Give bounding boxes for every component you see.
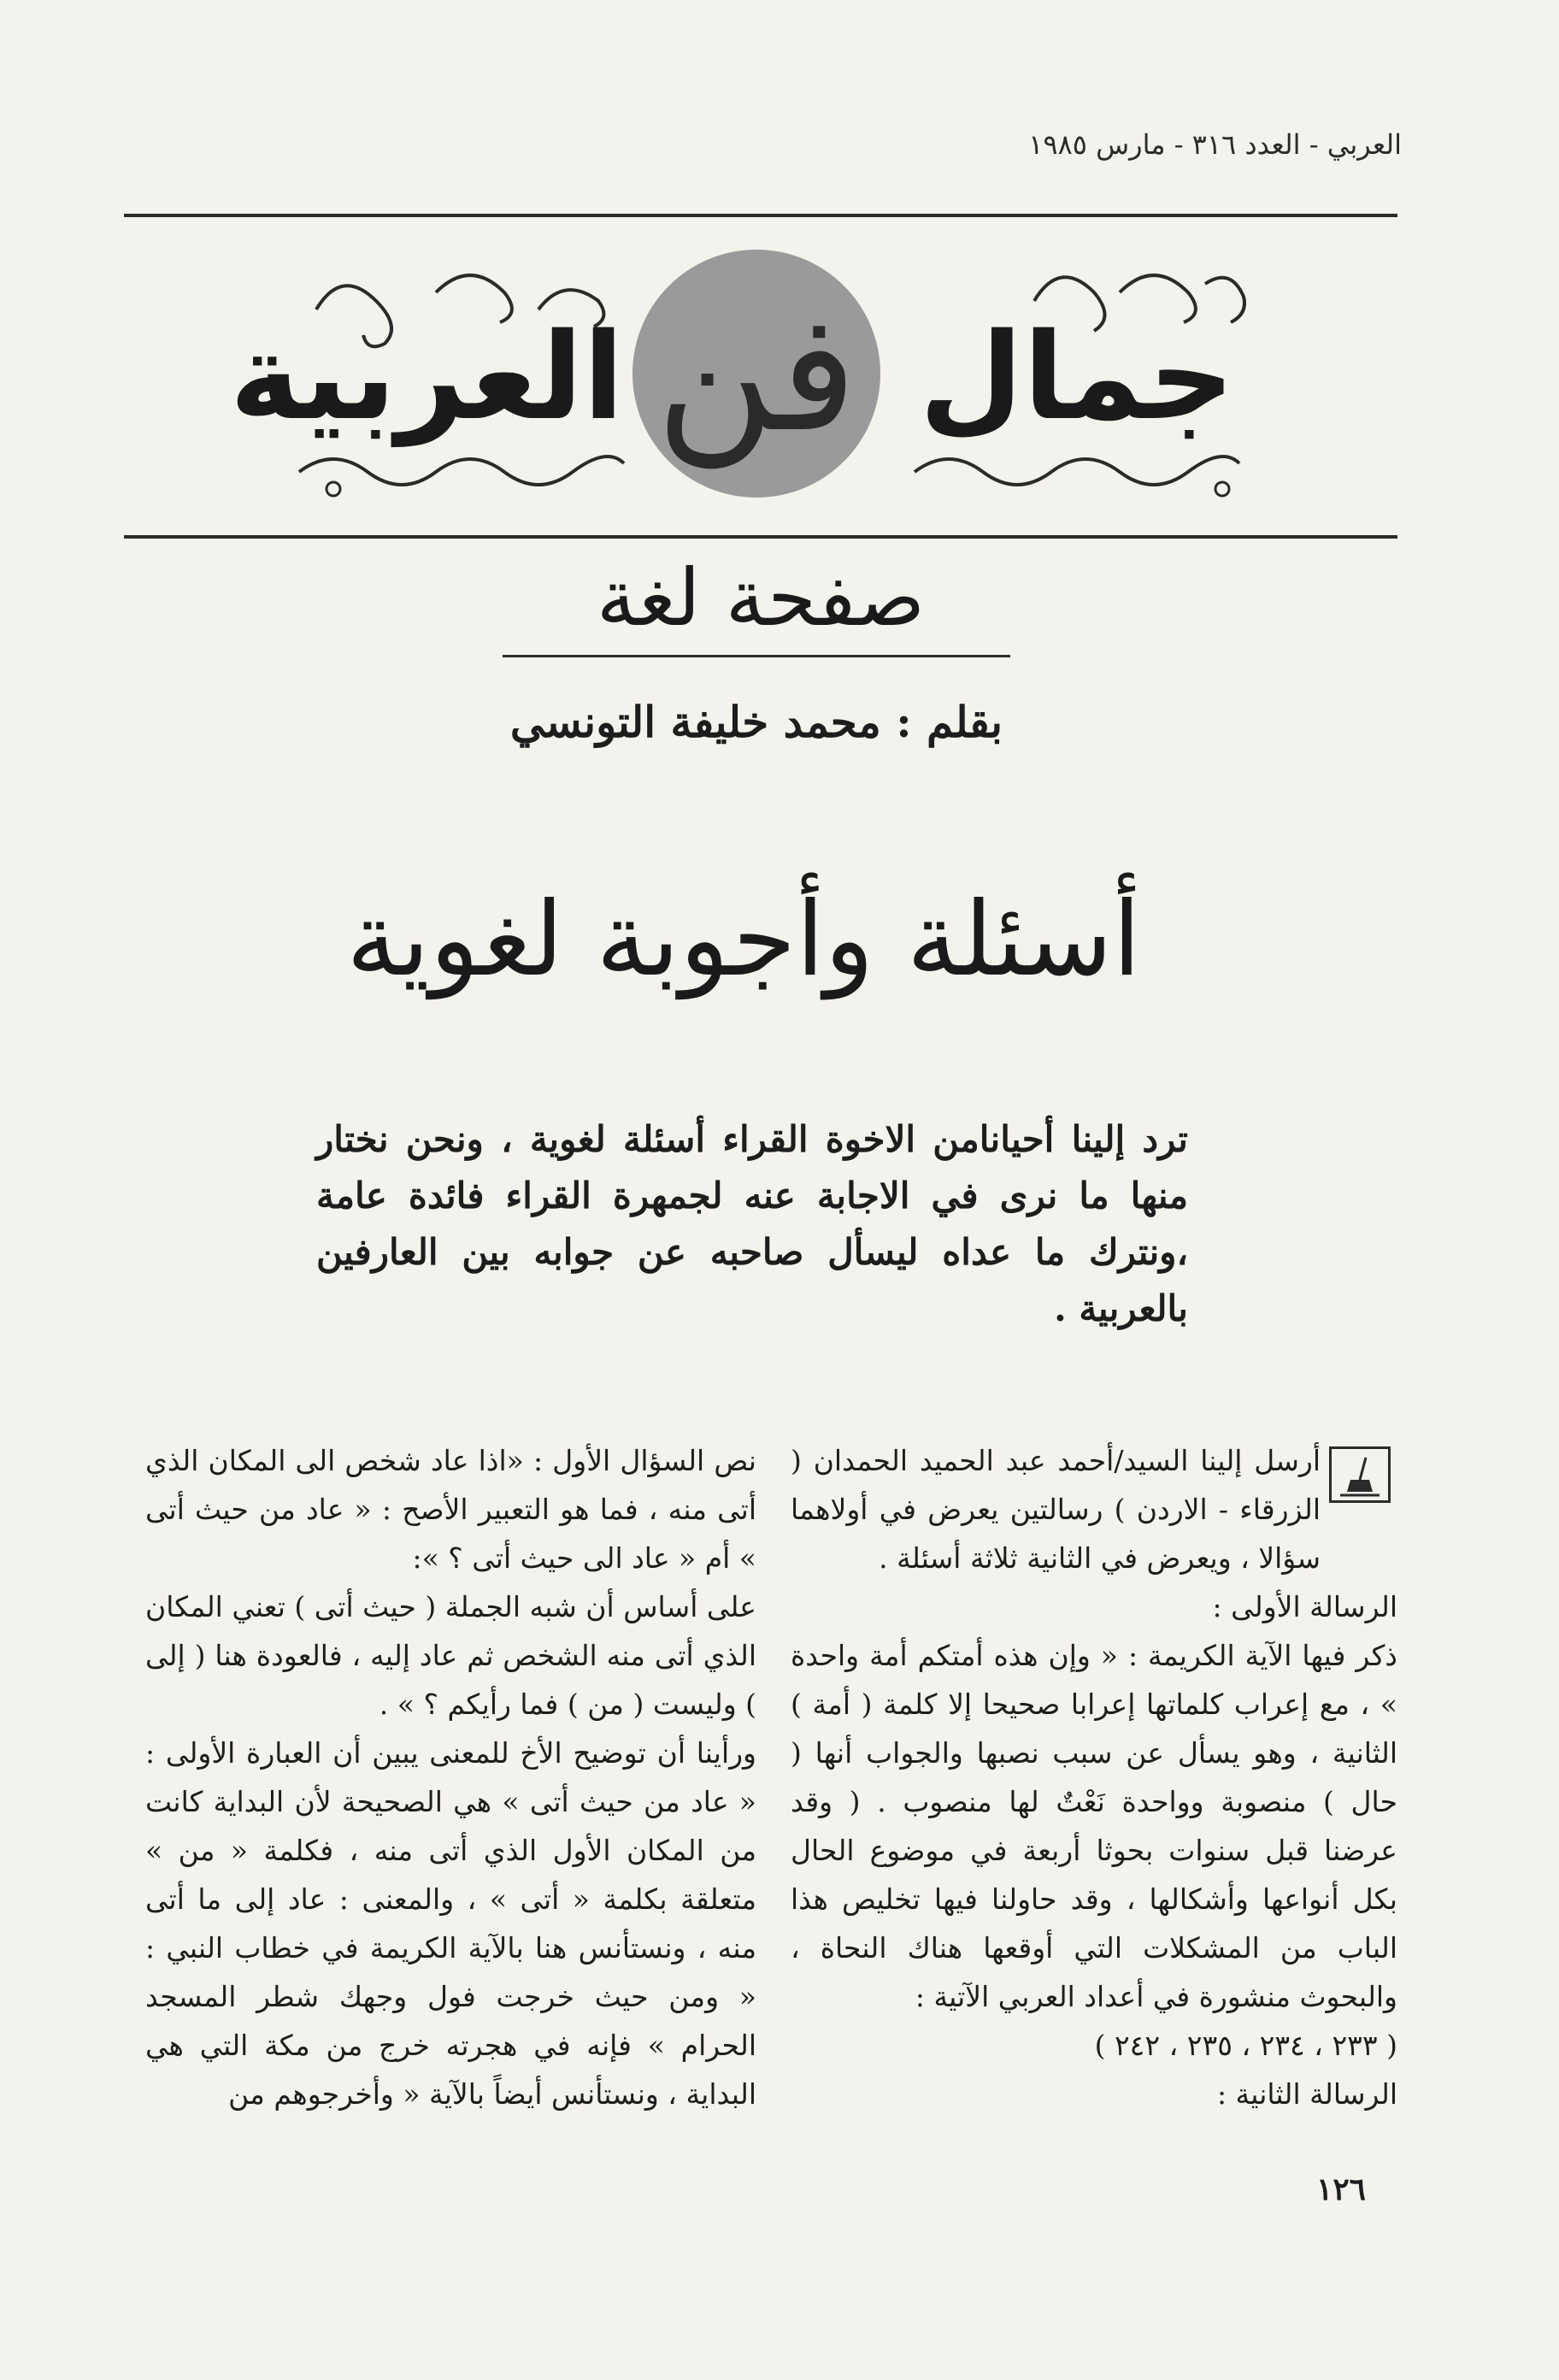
section-label: صفحة لغة (596, 552, 926, 644)
running-header: العربي - العدد ٣١٦ - مارس ١٩٨٥ (1028, 128, 1402, 161)
column-left-para-1: نص السؤال الأول : «اذا عاد شخص الى المكان الذي أتى منه ، فما هو التعبير الأصح : « عاد من حيث أتى » أم « عاد الى حيث أتى ؟ »: (145, 1444, 756, 1575)
masthead-logo (229, 233, 1256, 523)
column-right-refs: ( ٢٣٣ ، ٢٣٤ ، ٢٣٥ ، ٢٤٢ ) (1094, 2029, 1397, 2062)
column-right-para-1: أرسل إلينا السيد/أحمد عبد الحميد الحمدان ( الزرقاء - الاردن ) رسالتين يعرض في أولاهما سؤالا ، ويعرض في الثانية ثلاثة أسئلة . (791, 1444, 1321, 1575)
masthead-bottom-rule (124, 535, 1397, 539)
masthead-word-right: جمال (919, 308, 1235, 447)
top-rule (124, 214, 1397, 217)
column-left-para-2: على أساس أن شبه الجملة ( حيث أتى ) تعني المكان الذي أتى منه الشخص ثم عاد إليه ، فالعودة هنا ( إلى ) وليست ( من ) فما رأيكم ؟ » . (145, 1590, 756, 1721)
masthead-circle-glyph: فن (656, 279, 857, 468)
column-right (791, 1436, 1397, 2118)
article-title: أسئلة وأجوبة لغوية (346, 881, 1141, 999)
byline: بقلم : محمد خليفة التونسي (509, 697, 1003, 747)
column-right-para-2: ذكر فيها الآية الكريمة : « وإن هذه أمتكم أمة واحدة » ، مع إعراب كلماتها إعرابا صحيحا إلا كلمة ( أمة ) الثانية ، وهو يسأل عن سبب نصبها والجواب أنها ( حال ) منصوبة وواحدة نَعْتٌ لها منصوب . ( وقد عرضنا قبل سنوات بحوثا أربعة في موضوع الحال بكل أنواعها وأشكالها ، وقد حاولنا فيها تخليص هذا الباب من المشكلات التي أوقعها هناك النحاة ، والبحوث منشورة في أعداد العربي الآتية : (791, 1639, 1397, 2013)
masthead-word-left: العربية (229, 308, 624, 447)
page-number: ١٢٦ (1316, 2171, 1367, 2207)
column-right-heading-1: الرسالة الأولى : (1212, 1590, 1397, 1623)
section-label-rule (503, 655, 1010, 657)
article-intro: ترد إلينا أحيانامن الاخوة القراء أسئلة لغوية ، ونحن نختار منها ما نرى في الاجابة عنه لجمهرة القراء فائدة عامة ،ونترك ما عداه ليسأل صاحبه عن جوابه بين العارفين بالعربية . (316, 1118, 1188, 1329)
column-left (145, 1436, 756, 2118)
column-right-heading-2: الرسالة الثانية : (1216, 2077, 1397, 2111)
column-left-para-3: ورأينا أن توضيح الأخ للمعنى يبين أن العبارة الأولى : « عاد من حيث أتى » هي الصحيحة لأن البداية كانت من المكان الأول الذي أتى منه ، فكلمة « من » متعلقة بكلمة « أتى » ، والمعنى : عاد إلى ما أتى منه ، ونستأنس هنا بالآية الكريمة في خطاب النبي : « ومن حيث خرجت فول وجهك شطر المسجد الحرام » فإنه في هجرته خرج من مكة التي هي البداية ، ونستأنس أيضاً بالآية « وأخرجوهم من (145, 1736, 756, 2111)
